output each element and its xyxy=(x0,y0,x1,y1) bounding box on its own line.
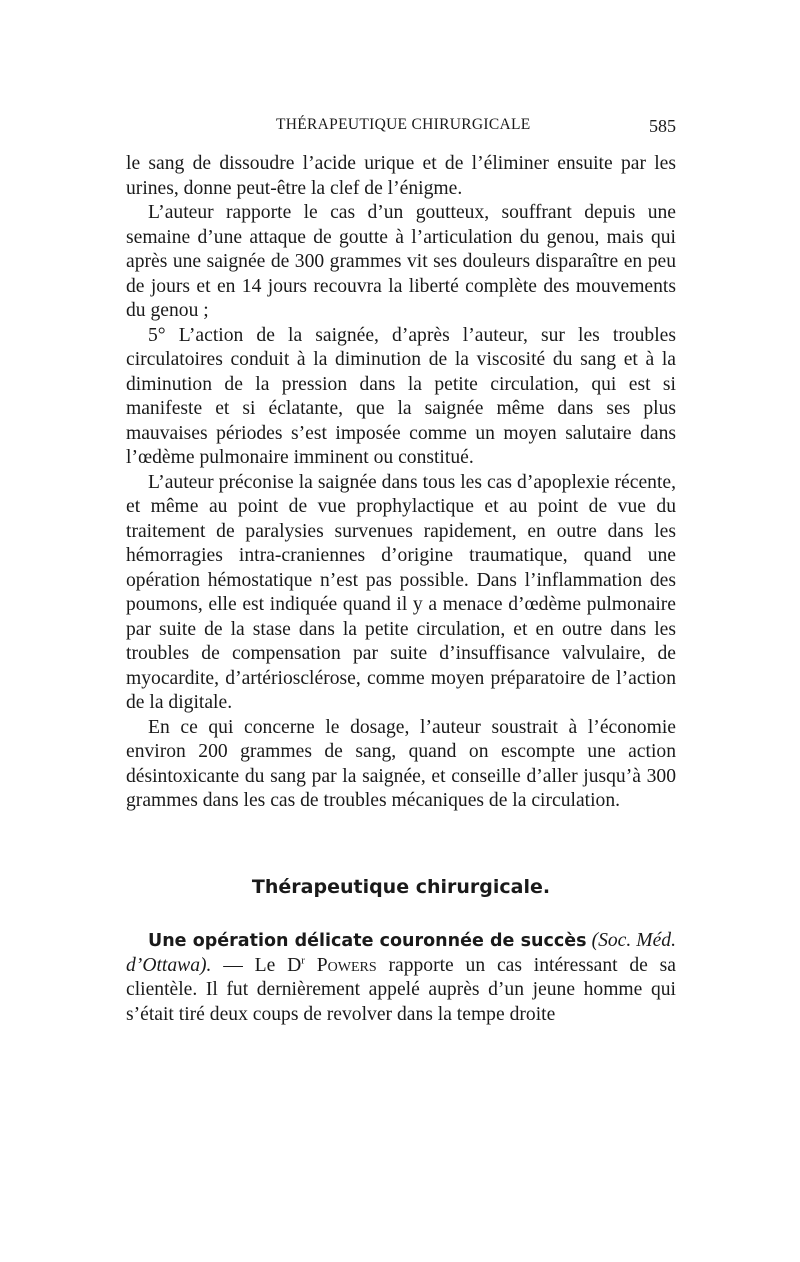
body-text xyxy=(126,152,676,814)
paragraph: le sang de dissoudre l’acide urique et de l’éliminer ensuite par les urines, donne peut-être la clef de l’énigme. xyxy=(126,153,676,199)
article-dash: — Le D xyxy=(211,954,302,976)
paragraph: L’auteur rapporte le cas d’un goutteux, souffrant depuis une semaine d’une attaque de goutte à l’articulation du genou, mais qui après une saignée de 300 grammes vit ses douleurs disparaître en peu de jours et en 14 jours recouvra la liberté complète des mouvements du genou ; xyxy=(126,202,676,321)
article-title: Une opération délicate couronnée de succès xyxy=(148,931,587,951)
article-source: (Soc. Méd. d’Ottawa). xyxy=(126,930,676,976)
paragraph: L’auteur préconise la saignée dans tous les cas d’apoplexie récente, et même au point de vue prophylactique et au point de vue du traitement de paralysies survenues rapidement, en outre dans les hémorragies intra-craniennes d’origine traumatique, quand une opération hémostatique n’est pas possible. Dans l’inflammation des poumons, elle est indiquée quand il y a menace d’œdème pulmonaire par suite de la stase dans la petite circulation, et en outre dans les troubles de compensation par suite d’insuffisance valvulaire, de myocardite, d’artériosclérose, comme moyen préparatoire de l’action de la digitale. xyxy=(126,471,676,713)
paragraph: 5° L’action de la saignée, d’après l’auteur, sur les troubles circulatoires conduit à la diminution de la viscosité du sang et à la diminution de la pression dans la petite circulation, qui est si manifeste et si éclatante, que la saignée même dans ses plus mauvaises périodes s’est imposée comme un moyen salutaire dans l’œdème pulmonaire imminent ou constitué. xyxy=(126,324,676,468)
article-body: rapporte un cas intéressant de sa clientèle. Il fut dernièrement appelé auprès d’un jeune homme qui s’était tiré deux coups de revolver dans la tempe droite xyxy=(126,954,676,1025)
paragraph: En ce qui concerne le dosage, l’auteur soustrait à l’économie environ 200 grammes de sang, quand on escompte une action désintoxicante du sang par la saignée, et conseille d’aller jusqu’à 300 grammes dans les cas de troubles mécaniques de la circulation. xyxy=(126,716,676,811)
running-title: THÉRAPEUTIQUE CHIRURGICALE xyxy=(276,116,531,133)
article xyxy=(126,929,676,1027)
page-number: 585 xyxy=(649,116,676,136)
section-heading: Thérapeutique chirurgicale. xyxy=(251,876,551,898)
article-paragraph xyxy=(126,929,676,1027)
article-author: Powers xyxy=(316,954,377,976)
doctor-abbrev-sup: r xyxy=(301,953,305,966)
page-header xyxy=(126,116,676,140)
